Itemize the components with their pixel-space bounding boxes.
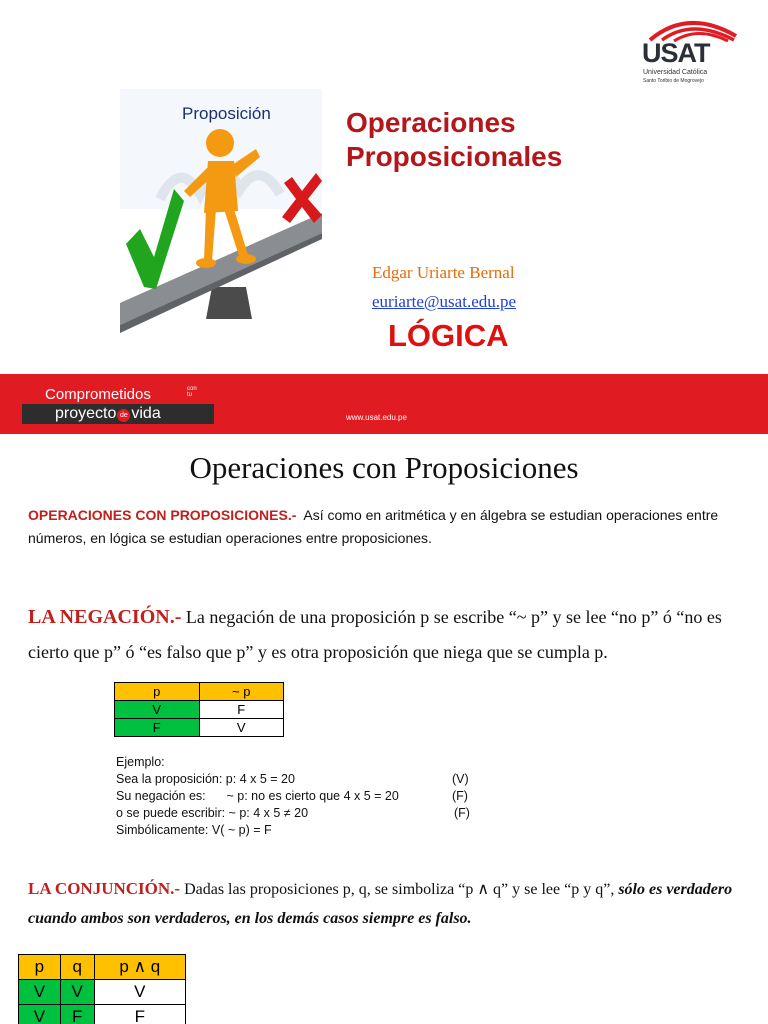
content-slide bbox=[0, 434, 768, 1024]
table-header: p bbox=[19, 955, 61, 980]
example-label: Ejemplo: bbox=[116, 755, 165, 769]
table-header: q bbox=[60, 955, 94, 980]
conjunction-truth-table bbox=[18, 954, 186, 1024]
logo-subtitle-small: Santo Toribio de Mogrovejo bbox=[643, 78, 704, 84]
table-cell: V bbox=[94, 980, 185, 1005]
slogan-de-badge: de bbox=[117, 409, 130, 422]
table-row bbox=[19, 980, 186, 1005]
negation-example bbox=[116, 754, 470, 839]
table-cell: V bbox=[199, 719, 284, 737]
conjunction-text: Dadas las proposiciones p, q, se simboliza “p ∧ q” y se lee “p y q”, bbox=[184, 881, 615, 898]
website-link[interactable]: www.usat.edu.pe bbox=[346, 413, 407, 422]
logo-subtitle: Universidad Católica bbox=[643, 69, 708, 76]
example-line: Sea la proposición: p: 4 x 5 = 20 (V) bbox=[116, 772, 469, 786]
usat-logo bbox=[640, 14, 740, 84]
course-name: LÓGICA bbox=[388, 318, 509, 353]
intro-text: Así como en aritmética y en álgebra se estudian operaciones entre números, en lógica se estudian operaciones entre proposiciones. bbox=[28, 507, 719, 546]
table-row bbox=[19, 1005, 186, 1024]
table-cell: V bbox=[115, 701, 200, 719]
negation-text: La negación de una proposición p se escribe “~ p” y se lee “no p” ó “no es cierto que p” ó “es falso que p” y es otra proposición que niega que se cumpla p. bbox=[28, 607, 722, 662]
example-line: Su negación es: ~ p: no es cierto que 4 x 5 = 20 (F) bbox=[116, 789, 468, 803]
example-line: o se puede escribir: ~ p: 4 x 5 ≠ 20 (F) bbox=[116, 806, 470, 820]
balance-base bbox=[206, 287, 252, 319]
intro-title: OPERACIONES CON PROPOSICIONES.- bbox=[28, 507, 297, 523]
conjunction-paragraph bbox=[28, 874, 748, 933]
conjunction-title: LA CONJUNCIÓN.- bbox=[28, 879, 181, 898]
table-row bbox=[115, 701, 284, 719]
table-cell: V bbox=[60, 980, 94, 1005]
illustration-label: Proposición bbox=[182, 104, 271, 123]
table-cell: F bbox=[60, 1005, 94, 1024]
author-email-link[interactable]: euriarte@usat.edu.pe bbox=[372, 292, 517, 311]
table-cell: F bbox=[199, 701, 284, 719]
table-cell: F bbox=[115, 719, 200, 737]
slogan-line-2: proyecto de vida bbox=[55, 405, 161, 422]
author-name: Edgar Uriarte Bernal bbox=[372, 263, 515, 282]
slogan-line-1: Comprometidos bbox=[45, 386, 151, 403]
table-header: p ∧ q bbox=[94, 955, 185, 980]
table-cell: V bbox=[19, 1005, 61, 1024]
logo-wordmark: USAT bbox=[642, 38, 710, 68]
title-line-1: Operaciones bbox=[346, 107, 516, 138]
title-line-2: Proposicionales bbox=[346, 140, 563, 172]
conjunction-emphasis: sólo es verdadero cuando ambos son verdaderos, en los demás casos siempre es falso. bbox=[28, 881, 733, 927]
table-row bbox=[115, 719, 284, 737]
negation-truth-table bbox=[114, 682, 284, 737]
example-line: Simbólicamente: V( ~ p) = F bbox=[116, 823, 272, 837]
table-cell: V bbox=[19, 980, 61, 1005]
table-cell: F bbox=[94, 1005, 185, 1024]
slide-heading: Operaciones con Proposiciones bbox=[189, 450, 579, 485]
negation-paragraph bbox=[28, 600, 748, 670]
slogan-con-tu: con tu bbox=[187, 386, 197, 398]
truth-value: (F) bbox=[452, 789, 468, 803]
truth-value: (F) bbox=[454, 806, 470, 820]
negation-title: LA NEGACIÓN.- bbox=[28, 606, 182, 628]
table-header: p bbox=[115, 683, 200, 701]
title-slide bbox=[0, 0, 768, 434]
proposition-illustration bbox=[120, 89, 322, 342]
presentation-title bbox=[346, 106, 646, 173]
table-header: ~ p bbox=[199, 683, 284, 701]
truth-value: (V) bbox=[452, 772, 469, 786]
intro-paragraph bbox=[28, 504, 758, 550]
